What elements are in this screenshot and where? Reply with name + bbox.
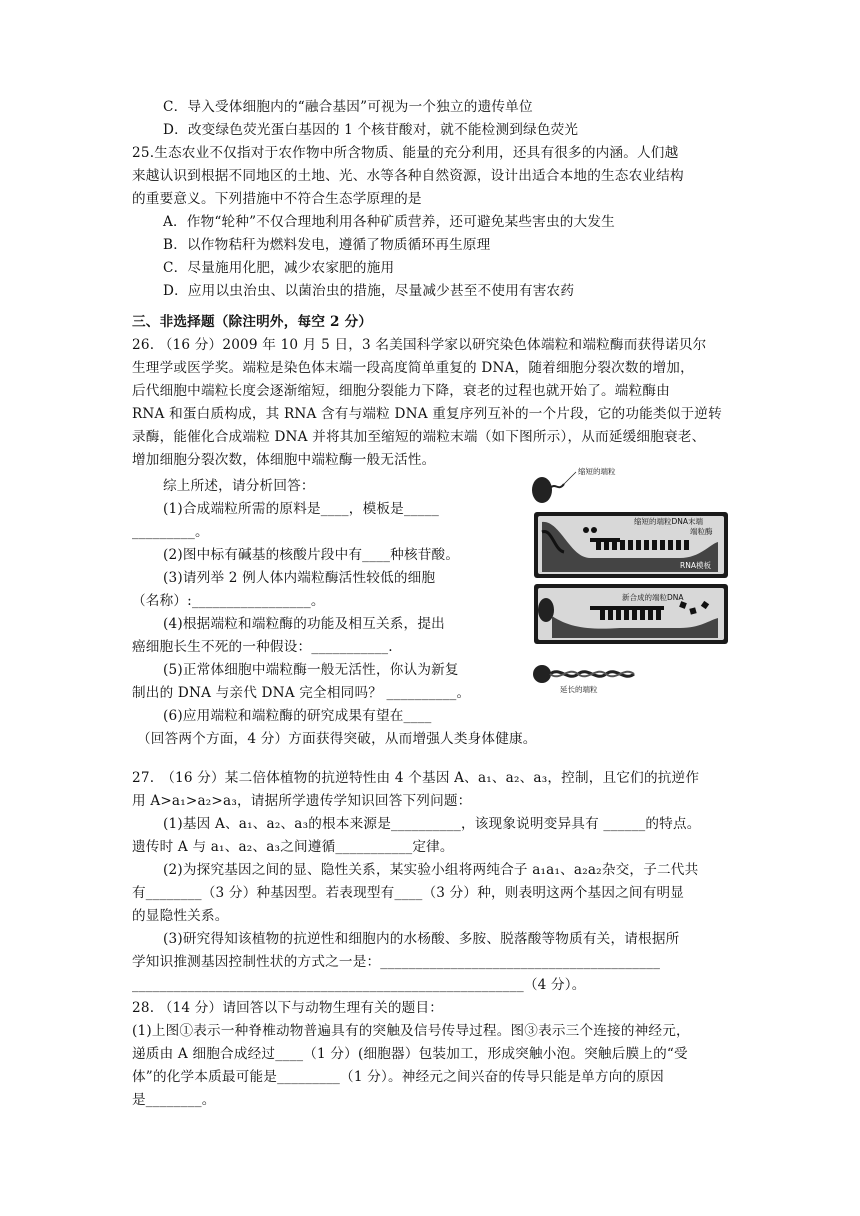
text-line: （名称）:_________________。 <box>132 593 325 609</box>
telomerase-diagram <box>530 462 728 694</box>
text-line: (3)研究得知该植物的抗逆性和细胞内的水杨酸、多胺、脱落酸等物质有关，请根据所 <box>163 931 680 947</box>
text-line: B．以作物秸秆为燃料发电，遵循了物质循环再生原理 <box>163 237 491 253</box>
text-line: (1)基因 A、a₁、a₂、a₃的根本来源是__________，该现象说明变异具有 ______的特点。 <box>163 816 701 832</box>
text-line: 来越认识到根据不同地区的土地、光、水等各种自然资源，设计出适合本地的生态农业结构 <box>132 168 684 184</box>
text-line: 录酶，能催化合成端粒 DNA 并将其加至缩短的端粒末端（如下图所示），从而延缓细胞衰老、 <box>132 429 706 445</box>
text-line: 的重要意义。下列措施中不符合生态学原理的是 <box>132 191 422 207</box>
text-line: 28. （14 分）请回答以下与动物生理有关的题目： <box>132 1000 444 1016</box>
text-line: (1)合成端粒所需的原料是____，模板是_____ <box>163 501 439 517</box>
text-line: 增加细胞分裂次数，体细胞中端粒酶一般无活性。 <box>132 452 436 468</box>
text-line: 是________。 <box>132 1092 216 1108</box>
text-line: (5)正常体细胞中端粒酶一般无活性，你认为新复 <box>163 662 459 678</box>
text-line: 27. （16 分）某二倍体植物的抗逆特性由 4 个基因 A、a₁、a₂、a₃，控制，且它们的抗逆作 <box>132 770 700 786</box>
text-line: (4)根据端粒和端粒酶的功能及相互关系，提出 <box>163 616 445 632</box>
text-line: (1)上图①表示一种脊椎动物普遍具有的突触及信号传导过程。图③表示三个连接的神经元， <box>132 1023 690 1039</box>
text-line: ________________________________________________________（4 分）。 <box>132 977 586 993</box>
text-line: RNA 和蛋白质构成，其 RNA 含有与端粒 DNA 重复序列互补的一个片段，它的功能类似于逆转 <box>132 406 722 422</box>
label-shortened-telomere: 缩短的端粒 <box>578 467 616 476</box>
text-line: (2)为探究基因之间的显、隐性关系，某实验小组将两纯合子 a₁a₁、a₂a₂杂交，子二代共 <box>163 862 699 878</box>
text-line: D．改变绿色荧光蛋白基因的 1 个核苷酸对，就不能检测到绿色荧光 <box>163 122 579 138</box>
text-line: 三、非选择题（除注明外，每空 2 分） <box>132 314 373 330</box>
label-shortened-dna-end: 缩短的端粒DNA末端 <box>634 517 704 526</box>
text-line: 体”的化学本质最可能是_________（1 分）。神经元之间兴奋的传导只能是单方向的原因 <box>132 1069 664 1085</box>
text-line: 生理学或医学奖。端粒是染色体末端一段高度简单重复的 DNA，随着细胞分裂次数的增加， <box>132 360 694 376</box>
text-line: (6)应用端粒和端粒酶的研究成果有望在____ <box>163 708 432 724</box>
label-new-dna: 新合成的端粒DNA <box>622 593 684 602</box>
text-line: 癌细胞长生不死的一种假设：___________. <box>132 639 393 655</box>
telomerase-figure <box>530 462 728 694</box>
panel-extended-telomere <box>533 665 634 694</box>
panel-telomerase-binding <box>534 512 728 578</box>
text-line: 后代细胞中端粒长度会逐渐缩短，细胞分裂能力下降，衰老的过程也就开始了。端粒酶由 <box>132 383 670 399</box>
text-line: _________。 <box>132 524 209 540</box>
text-line: D．应用以虫治虫、以菌治虫的措施，尽量减少甚至不使用有害农药 <box>163 283 575 299</box>
text-line: (2)图中标有碱基的核酸片段中有____种核苷酸。 <box>163 547 460 563</box>
text-line: A．作物“轮种”不仅合理地利用各种矿质营养，还可避免某些害虫的大发生 <box>163 214 615 230</box>
text-line: 26. （16 分）2009 年 10 月 5 日，3 名美国科学家以研究染色体端粒和端粒酶而获得诺贝尔 <box>132 337 707 353</box>
text-line: 学知识推测基因控制性状的方式之一是：________________________________________ <box>132 954 661 970</box>
text-line: C．尽量施用化肥，减少农家肥的施用 <box>163 260 395 276</box>
text-line: 用 A>a₁>a₂>a₃，请据所学遗传学知识回答下列问题： <box>132 793 472 809</box>
text-line: (3)请列举 2 例人体内端粒酶活性较低的细胞 <box>163 570 436 586</box>
text-line: C．导入受体细胞内的“融合基因”可视为一个独立的遗传单位 <box>163 99 533 115</box>
text-line: 的显隐性关系。 <box>132 908 229 924</box>
panel-new-dna <box>534 584 728 644</box>
text-line: 有________（3 分）种基因型。若表现型有____（3 分）种，则表明这两个基因之间有明显 <box>132 885 685 901</box>
text-line: 25.生态农业不仅指对于农作物中所含物质、能量的充分利用，还具有很多的内涵。人们越 <box>132 145 679 161</box>
text-line: 遗传时 A 与 a₁、a₂、a₃之间遵循___________定律。 <box>132 839 454 855</box>
label-telomerase: 端粒酶 <box>690 527 713 536</box>
panel-shortened-telomere <box>532 466 616 503</box>
label-extended-telomere: 延长的端粒 <box>560 685 598 694</box>
text-line: （回答两个方面，4 分）方面获得突破，从而增强人类身体健康。 <box>137 731 537 747</box>
text-line: 综上所述，请分析回答： <box>163 478 315 494</box>
text-line: 制出的 DNA 与亲代 DNA 完全相同吗？ __________。 <box>132 685 471 701</box>
label-rna-template: RNA模板 <box>680 561 711 570</box>
text-line: 递质由 A 细胞合成经过____（1 分）(细胞器）包装加工，形成突触小泡。突触后膜上的“受 <box>132 1046 688 1062</box>
